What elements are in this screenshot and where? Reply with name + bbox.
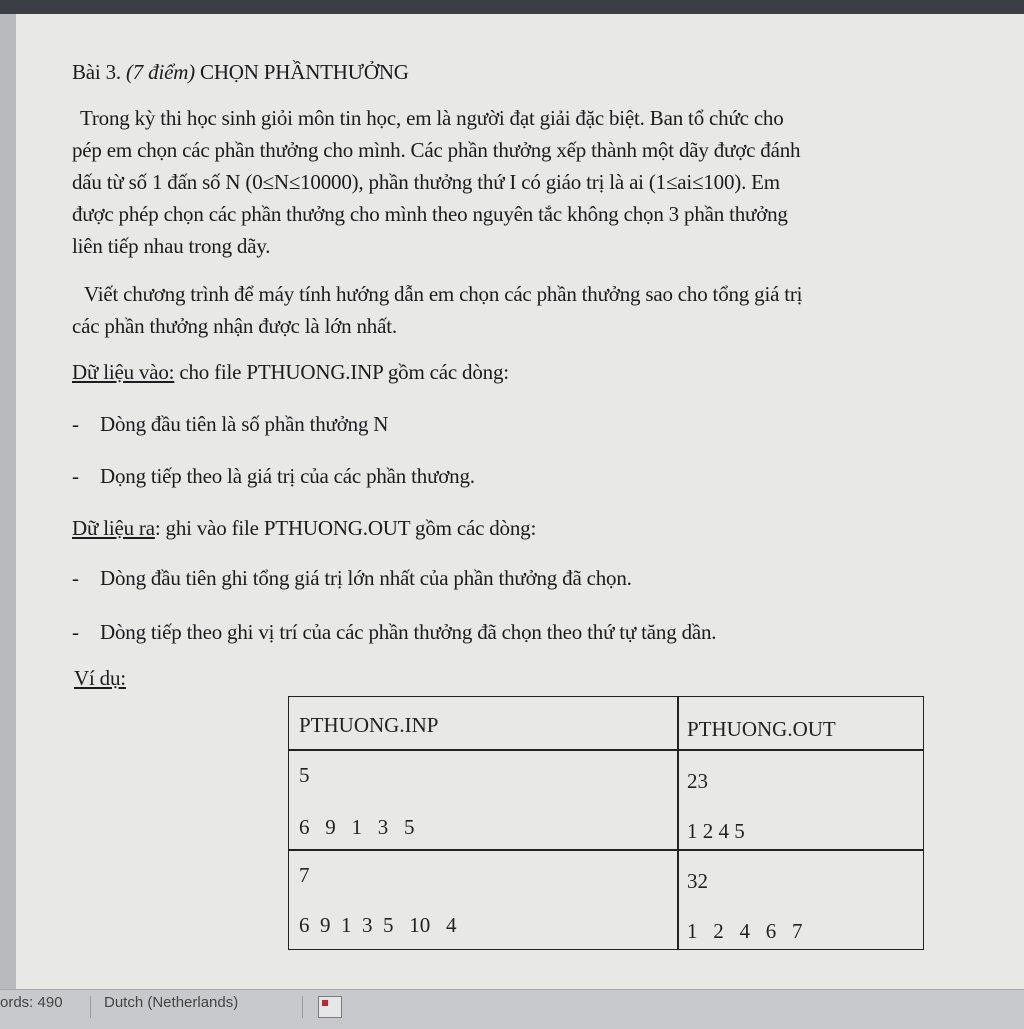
input-section-line — [72, 360, 509, 385]
paragraph2-line1: Viết chương trình để máy tính hướng dẫn em chọn các phần thưởng sao cho tổng giá trị — [84, 282, 803, 306]
paragraph1-line3: dấu từ số 1 đấn số N (0≤N≤10000), phần thưởng thứ I có giáo trị là ai (1≤ai≤100). Em — [72, 170, 780, 194]
paragraph2-line2: các phần thưởng nhận được là lớn nhất. — [72, 314, 397, 338]
heading-prefix: Bài 3. — [72, 60, 127, 84]
bullet-dash: - — [72, 412, 79, 436]
language-indicator[interactable]: Dutch (Netherlands) — [104, 994, 239, 1011]
heading-points: (7 điểm) — [126, 60, 195, 84]
table-cell-row2-inp-line2: 6 9 1 3 5 10 4 — [299, 913, 457, 937]
paragraph1-line5: liên tiếp nhau trong dãy. — [72, 234, 271, 258]
problem-heading — [72, 60, 409, 85]
table-header-inp: PTHUONG.INP — [299, 713, 439, 737]
left-margin-gutter — [0, 14, 16, 989]
bullet-dash: - — [72, 566, 79, 590]
input-item-1 — [72, 412, 389, 437]
table-header-out: PTHUONG.OUT — [687, 717, 836, 741]
input-section-text: cho file PTHUONG.INP gồm các dòng: — [174, 360, 509, 384]
bullet-dash: - — [72, 620, 79, 644]
bullet-dash: - — [72, 464, 79, 488]
example-table — [288, 696, 924, 950]
output-section-line — [72, 516, 536, 541]
output-section-label: Dữ liệu ra — [72, 516, 155, 540]
status-separator — [302, 996, 303, 1018]
table-cell-row1-inp-line1: 5 — [299, 763, 310, 787]
input-item-2-text: Dọng tiếp theo là giá trị của các phần thương. — [100, 464, 475, 488]
word-count[interactable]: ords: 490 — [0, 994, 63, 1011]
output-item-2 — [72, 620, 717, 645]
table-cell-row1-out-line2: 1 2 4 5 — [687, 819, 745, 843]
output-section-text: : ghi vào file PTHUONG.OUT gồm các dòng: — [154, 516, 537, 540]
table-column-divider — [677, 697, 679, 949]
table-row-divider — [289, 849, 923, 851]
table-cell-row2-out-line1: 32 — [687, 869, 708, 893]
heading-title: CHỌN PHẦNTHƯỞNG — [194, 60, 409, 84]
example-label: Ví dụ: — [74, 666, 126, 690]
paragraph1-line4: được phép chọn các phần thưởng cho mình theo nguyên tắc không chọn 3 phần thưởng — [72, 202, 788, 226]
table-cell-row1-inp-line2: 6 9 1 3 5 — [299, 815, 415, 839]
output-item-1-text: Dòng đầu tiên ghi tổng giá trị lớn nhất của phần thưởng đã chọn. — [100, 566, 632, 590]
input-item-1-text: Dòng đầu tiên là số phần thưởng N — [100, 412, 389, 436]
output-item-1 — [72, 566, 632, 591]
table-cell-row2-inp-line1: 7 — [299, 863, 310, 887]
window-top-edge — [0, 0, 1024, 14]
input-item-2 — [72, 464, 475, 489]
input-section-label: Dữ liệu vào: — [72, 360, 175, 384]
status-separator — [90, 996, 91, 1018]
paragraph1-line2: pép em chọn các phần thưởng cho mình. Các phần thưởng xếp thành một dãy được đánh — [72, 138, 801, 162]
proofing-icon[interactable] — [318, 996, 342, 1018]
paragraph1-line1: Trong kỳ thi học sinh giỏi môn tin học, em là người đạt giải đặc biệt. Ban tổ chức cho — [80, 106, 784, 130]
table-header-divider — [289, 749, 923, 751]
table-cell-row2-out-line2: 1 2 4 6 7 — [687, 919, 803, 943]
status-bar — [0, 989, 1024, 1029]
table-cell-row1-out-line1: 23 — [687, 769, 708, 793]
document-page[interactable] — [16, 14, 1024, 989]
output-item-2-text: Dòng tiếp theo ghi vị trí của các phần thưởng đã chọn theo thứ tự tăng dần. — [100, 620, 717, 644]
